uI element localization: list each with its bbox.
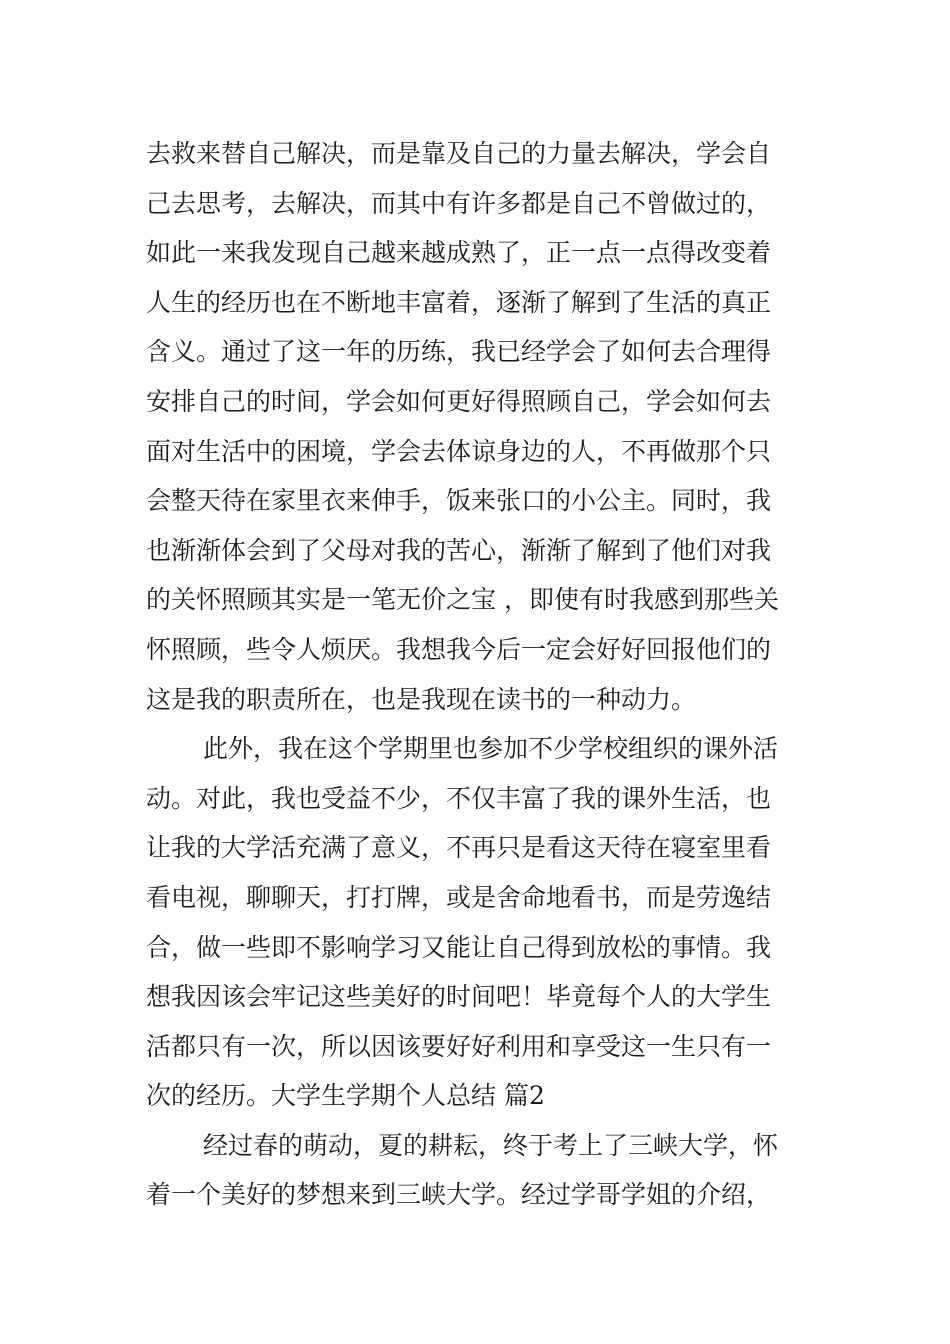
body-text bbox=[146, 129, 816, 1220]
paragraph-start-line: 此外，我在这个学期里也参加不少学校组织的课外活 bbox=[203, 734, 779, 764]
text-line: 着一个美好的梦想来到三峡大学。经过学哥学姐的介绍， bbox=[146, 1180, 772, 1210]
text-line: 怀照顾，些令人烦厌。我想我今后一定会好好回报他们的 bbox=[146, 634, 772, 664]
text-line: 会整天待在家里衣来伸手，饭来张口的小公主。同时，我 bbox=[146, 486, 772, 516]
text-line: 看电视，聊聊天，打打牌，或是舍命地看书，而是劳逸结 bbox=[146, 882, 772, 912]
text-line: 安排自己的时间，学会如何更好得照顾自己，学会如何去 bbox=[146, 386, 772, 416]
text-line: 去救来替自己解决，而是靠及自己的力量去解决，学会自 bbox=[146, 139, 772, 168]
text-line: 面对生活中的困境，学会去体谅身边的人，不再做那个只 bbox=[146, 436, 772, 466]
text-line: 也渐渐体会到了父母对我的苦心，渐渐了解到了他们对我 bbox=[146, 535, 772, 565]
text-line: 如此一来我发现自己越来越成熟了，正一点一点得改变着 bbox=[146, 238, 772, 268]
text-line: 这是我的职责所在，也是我现在读书的一种动力。 bbox=[146, 684, 697, 714]
text-line: 的关怀照顾其实是一笔无价之宝 ，即使有时我感到那些关 bbox=[146, 585, 779, 615]
text-line: 活都只有一次，所以因该要好好利用和享受这一生只有一 bbox=[146, 1031, 772, 1061]
paragraph-start-line: 经过春的萌动，夏的耕耘，终于考上了三峡大学，怀 bbox=[203, 1130, 779, 1160]
text-line: 己去思考，去解决，而其中有许多都是自己不曾做过的， bbox=[146, 188, 772, 218]
text-line: 让我的大学活充满了意义，不再只是看这天待在寝室里看 bbox=[146, 833, 772, 863]
text-line: 含义。通过了这一年的历练，我已经学会了如何去合理得 bbox=[146, 337, 772, 367]
text-line: 动。对此，我也受益不少，不仅丰富了我的课外生活，也 bbox=[146, 783, 772, 813]
text-line: 想我因该会牢记这些美好的时间吧！毕竟每个人的大学生 bbox=[146, 982, 772, 1012]
text-line-with-heading: 次的经历。大学生学期个人总结 篇2 bbox=[146, 1081, 545, 1111]
text-line: 人生的经历也在不断地丰富着，逐渐了解到了生活的真正 bbox=[146, 287, 772, 317]
text-line: 合，做一些即不影响学习又能让自己得到放松的事情。我 bbox=[146, 932, 772, 962]
